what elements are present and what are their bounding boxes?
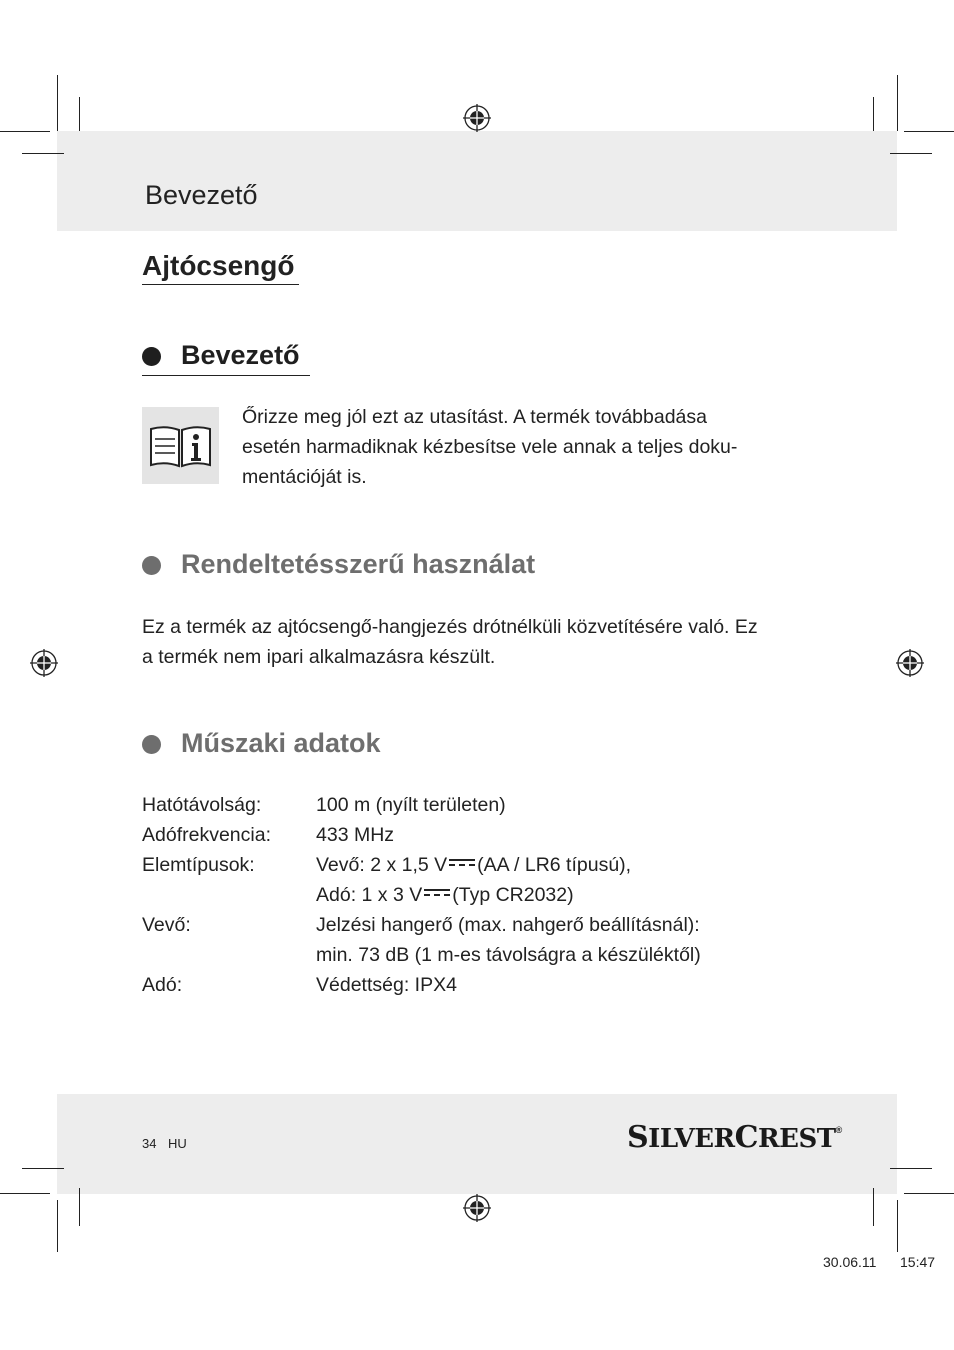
logo-letter: S	[627, 1120, 649, 1155]
header-title: Bevezető	[145, 180, 258, 210]
info-note-line: esetén harmadiknak kézbesítse vele annak a teljes doku-	[242, 436, 738, 458]
registration-mark-icon	[462, 103, 492, 133]
registration-mark-icon	[462, 1193, 492, 1223]
language-code: HU	[168, 1136, 187, 1151]
page-heading-underline	[142, 284, 299, 285]
battery-receiver-text: Vevő: 2 x 1,5 V	[316, 854, 448, 876]
registered-mark: ®	[835, 1125, 842, 1135]
battery-transmitter-text: Adó: 1 x 3 V	[316, 884, 423, 906]
logo-letter: C	[734, 1120, 759, 1155]
logo-part: ILVER	[648, 1124, 735, 1154]
print-time: 15:47	[900, 1254, 936, 1270]
spec-value-battery-receiver	[316, 854, 631, 877]
section-title-underline	[142, 375, 310, 376]
battery-receiver-type: (AA / LR6 típusú),	[477, 854, 632, 876]
spec-label-range: Hatótávolság:	[142, 794, 262, 816]
spec-value-receiver-1: Jelzési hangerő (max. nahgerő beállításnál):	[316, 914, 700, 936]
registration-mark-icon	[895, 648, 925, 678]
spec-value-transmitter: Védettség: IPX4	[316, 974, 457, 996]
info-book-icon	[142, 407, 219, 484]
section-bullet	[142, 735, 161, 754]
spec-value-receiver-2: min. 73 dB (1 m-es távolságra a készüléktől)	[316, 944, 701, 966]
info-note-line: Őrizze meg jól ezt az utasítást. A termék továbbadása	[242, 406, 707, 428]
spec-label-frequency: Adófrekvencia:	[142, 824, 271, 846]
brand-logo	[627, 1120, 842, 1155]
dc-symbol-icon	[424, 888, 450, 898]
battery-transmitter-type: (Typ CR2032)	[452, 884, 574, 906]
spec-value-frequency: 433 MHz	[316, 824, 395, 846]
info-note-box	[142, 407, 219, 484]
logo-part: REST	[758, 1124, 836, 1154]
spec-label-transmitter: Adó:	[142, 974, 183, 996]
spec-value-range: 100 m (nyílt területen)	[316, 794, 506, 816]
page-number: 34	[142, 1136, 157, 1151]
dc-symbol-icon	[449, 858, 475, 868]
intended-use-line: a termék nem ipari alkalmazásra készült.	[142, 646, 496, 668]
section-title-intended-use: Rendeltetésszerű használat	[181, 549, 536, 579]
section-title-specs: Műszaki adatok	[181, 728, 381, 758]
spec-label-battery: Elemtípusok:	[142, 854, 255, 876]
spec-label-receiver: Vevő:	[142, 914, 191, 936]
section-bullet	[142, 347, 161, 366]
section-title-intro: Bevezető	[181, 340, 300, 370]
intended-use-line: Ez a termék az ajtócsengő-hangjezés drótnélküli közvetítésére való. Ez	[142, 616, 758, 638]
section-bullet	[142, 556, 161, 575]
page-heading: Ajtócsengő	[142, 250, 295, 281]
info-note-line: mentációját is.	[242, 466, 367, 488]
spec-value-battery-transmitter	[316, 884, 574, 907]
print-date: 30.06.11	[823, 1254, 877, 1270]
registration-mark-icon	[29, 648, 59, 678]
